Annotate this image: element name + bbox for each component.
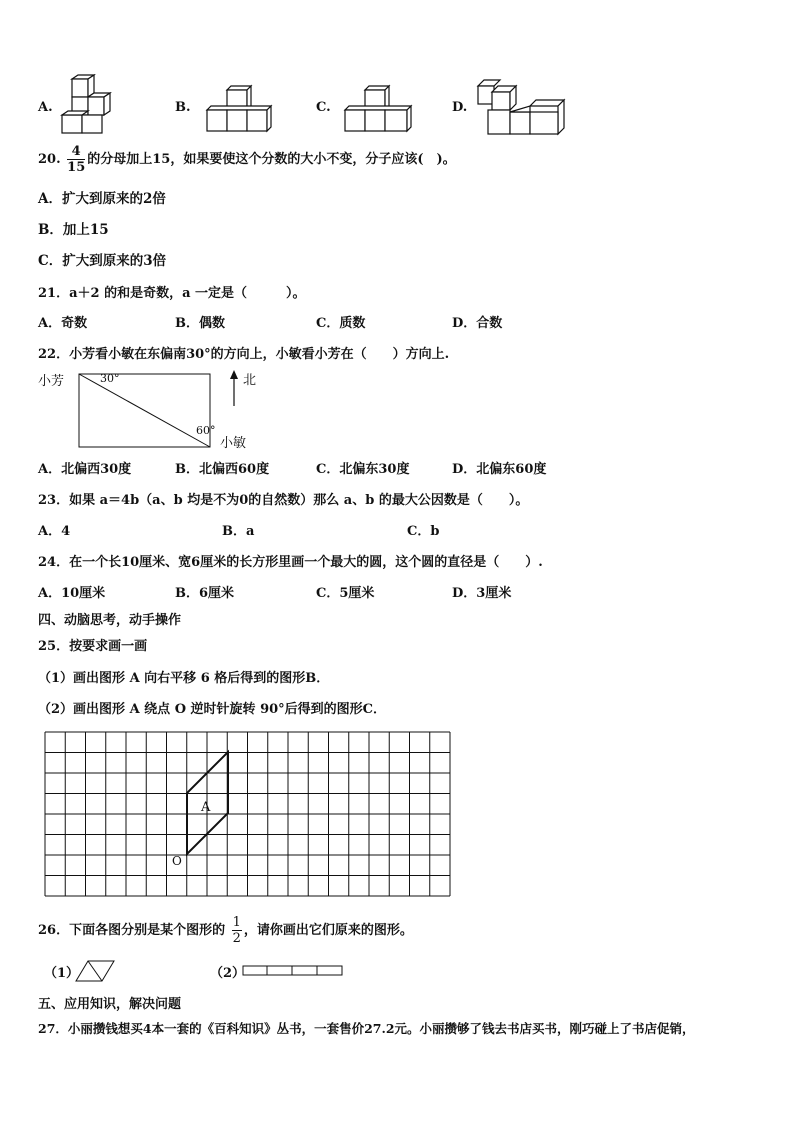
q24-option-b: B．6厘米 [175, 586, 235, 601]
question-27: 27．小丽攒钱想买4本一套的《百科知识》丛书，一套售价27.2元。小丽攒够了钱去书店买书，刚巧碰上了书店促销， [38, 1021, 695, 1036]
q21-option-d: D．合数 [452, 316, 503, 331]
question-26 [38, 916, 413, 945]
q19-figure-c [343, 86, 413, 134]
q22-label-angle-30: 30° [100, 372, 120, 385]
q25-subquestion-2: （2）画出图形 A 绕点 O 逆时针旋转 90°后得到的图形C． [38, 702, 387, 717]
q26-label-1: （1） [44, 966, 80, 981]
q26-label-2: （2） [210, 966, 246, 981]
q20-option-a: A．扩大到原来的2倍 [38, 191, 166, 207]
q21-option-b: B．偶数 [175, 316, 225, 331]
q26-fraction-numerator: 1 [232, 915, 241, 930]
q22-option-b: B．北偏西60度 [175, 462, 270, 477]
q25-subquestion-1: （1）画出图形 A 向右平移 6 格后得到的图形B． [38, 671, 330, 686]
q20-fraction-numerator: 4 [67, 145, 85, 160]
q22-option-c: C．北偏东30度 [316, 462, 410, 477]
q21-option-c: C．质数 [316, 316, 366, 331]
question-25: 25．按要求画一画 [38, 639, 148, 654]
q19-option-c-label: C. [316, 100, 331, 115]
q22-option-d: D．北偏东60度 [452, 462, 547, 477]
q25-label-o: O [172, 854, 182, 868]
q20-fraction [67, 145, 85, 174]
q22-label-xiaomin: 小敏 [220, 436, 247, 451]
question-22: 22．小芳看小敏在东偏南30°的方向上，小敏看小芳在（ ）方向上. [38, 347, 450, 362]
q19-option-d-label: D. [452, 100, 468, 115]
q19-option-b-label: B. [175, 100, 191, 115]
q20-option-c: C．扩大到原来的3倍 [38, 253, 167, 269]
q19-option-a-label: A. [38, 100, 53, 115]
q26-fraction [232, 916, 242, 945]
q22-option-a: A．北偏西30度 [38, 462, 132, 477]
q26-suffix: ，请你画出它们原来的图形。 [243, 923, 413, 938]
q20-text: 的分母加上15，如果要使这个分数的大小不变，分子应该( )。 [87, 152, 456, 167]
q26-prefix: 26．下面各图分别是某个图形的 [38, 923, 226, 938]
q22-label-angle-60: 60° [196, 424, 216, 437]
q21-option-a: A．奇数 [38, 316, 88, 331]
q24-option-c: C．5厘米 [316, 586, 375, 601]
question-24: 24．在一个长10厘米、宽6厘米的长方形里画一个最大的圆，这个圆的直径是（ ）. [38, 555, 543, 570]
q25-label-a: A [201, 800, 211, 815]
q23-option-c: C．b [407, 524, 440, 539]
q26-fraction-denominator: 2 [232, 931, 241, 946]
q25-grid [44, 731, 446, 899]
question-21: 21．a＋2 的和是奇数，a 一定是（ ）。 [38, 286, 306, 301]
q26-figure-2-strip [242, 965, 344, 977]
q23-option-a: A．4 [38, 524, 71, 539]
q26-figure-1-parallelogram [74, 959, 116, 983]
q22-label-north: 北 [243, 373, 257, 388]
q20-fraction-denominator: 15 [67, 160, 86, 175]
section-5-heading: 五、应用知识，解决问题 [38, 997, 182, 1012]
q20-option-b: B．加上15 [38, 222, 109, 238]
section-4-heading: 四、动脑思考，动手操作 [38, 613, 182, 628]
q19-figure-a [60, 75, 122, 135]
question-20 [38, 145, 456, 174]
q22-label-xiaofang: 小芳 [38, 374, 65, 389]
question-23: 23．如果 a＝4b（a、b 均是不为0的自然数）那么 a、b 的最大公因数是（ ）。 [38, 493, 529, 508]
q24-option-a: A．10厘米 [38, 586, 106, 601]
q19-figure-b [205, 86, 273, 134]
q19-figure-d [474, 76, 568, 136]
q20-number: 20. [38, 152, 61, 167]
q23-option-b: B．a [222, 524, 255, 539]
q24-option-d: D．3厘米 [452, 586, 512, 601]
